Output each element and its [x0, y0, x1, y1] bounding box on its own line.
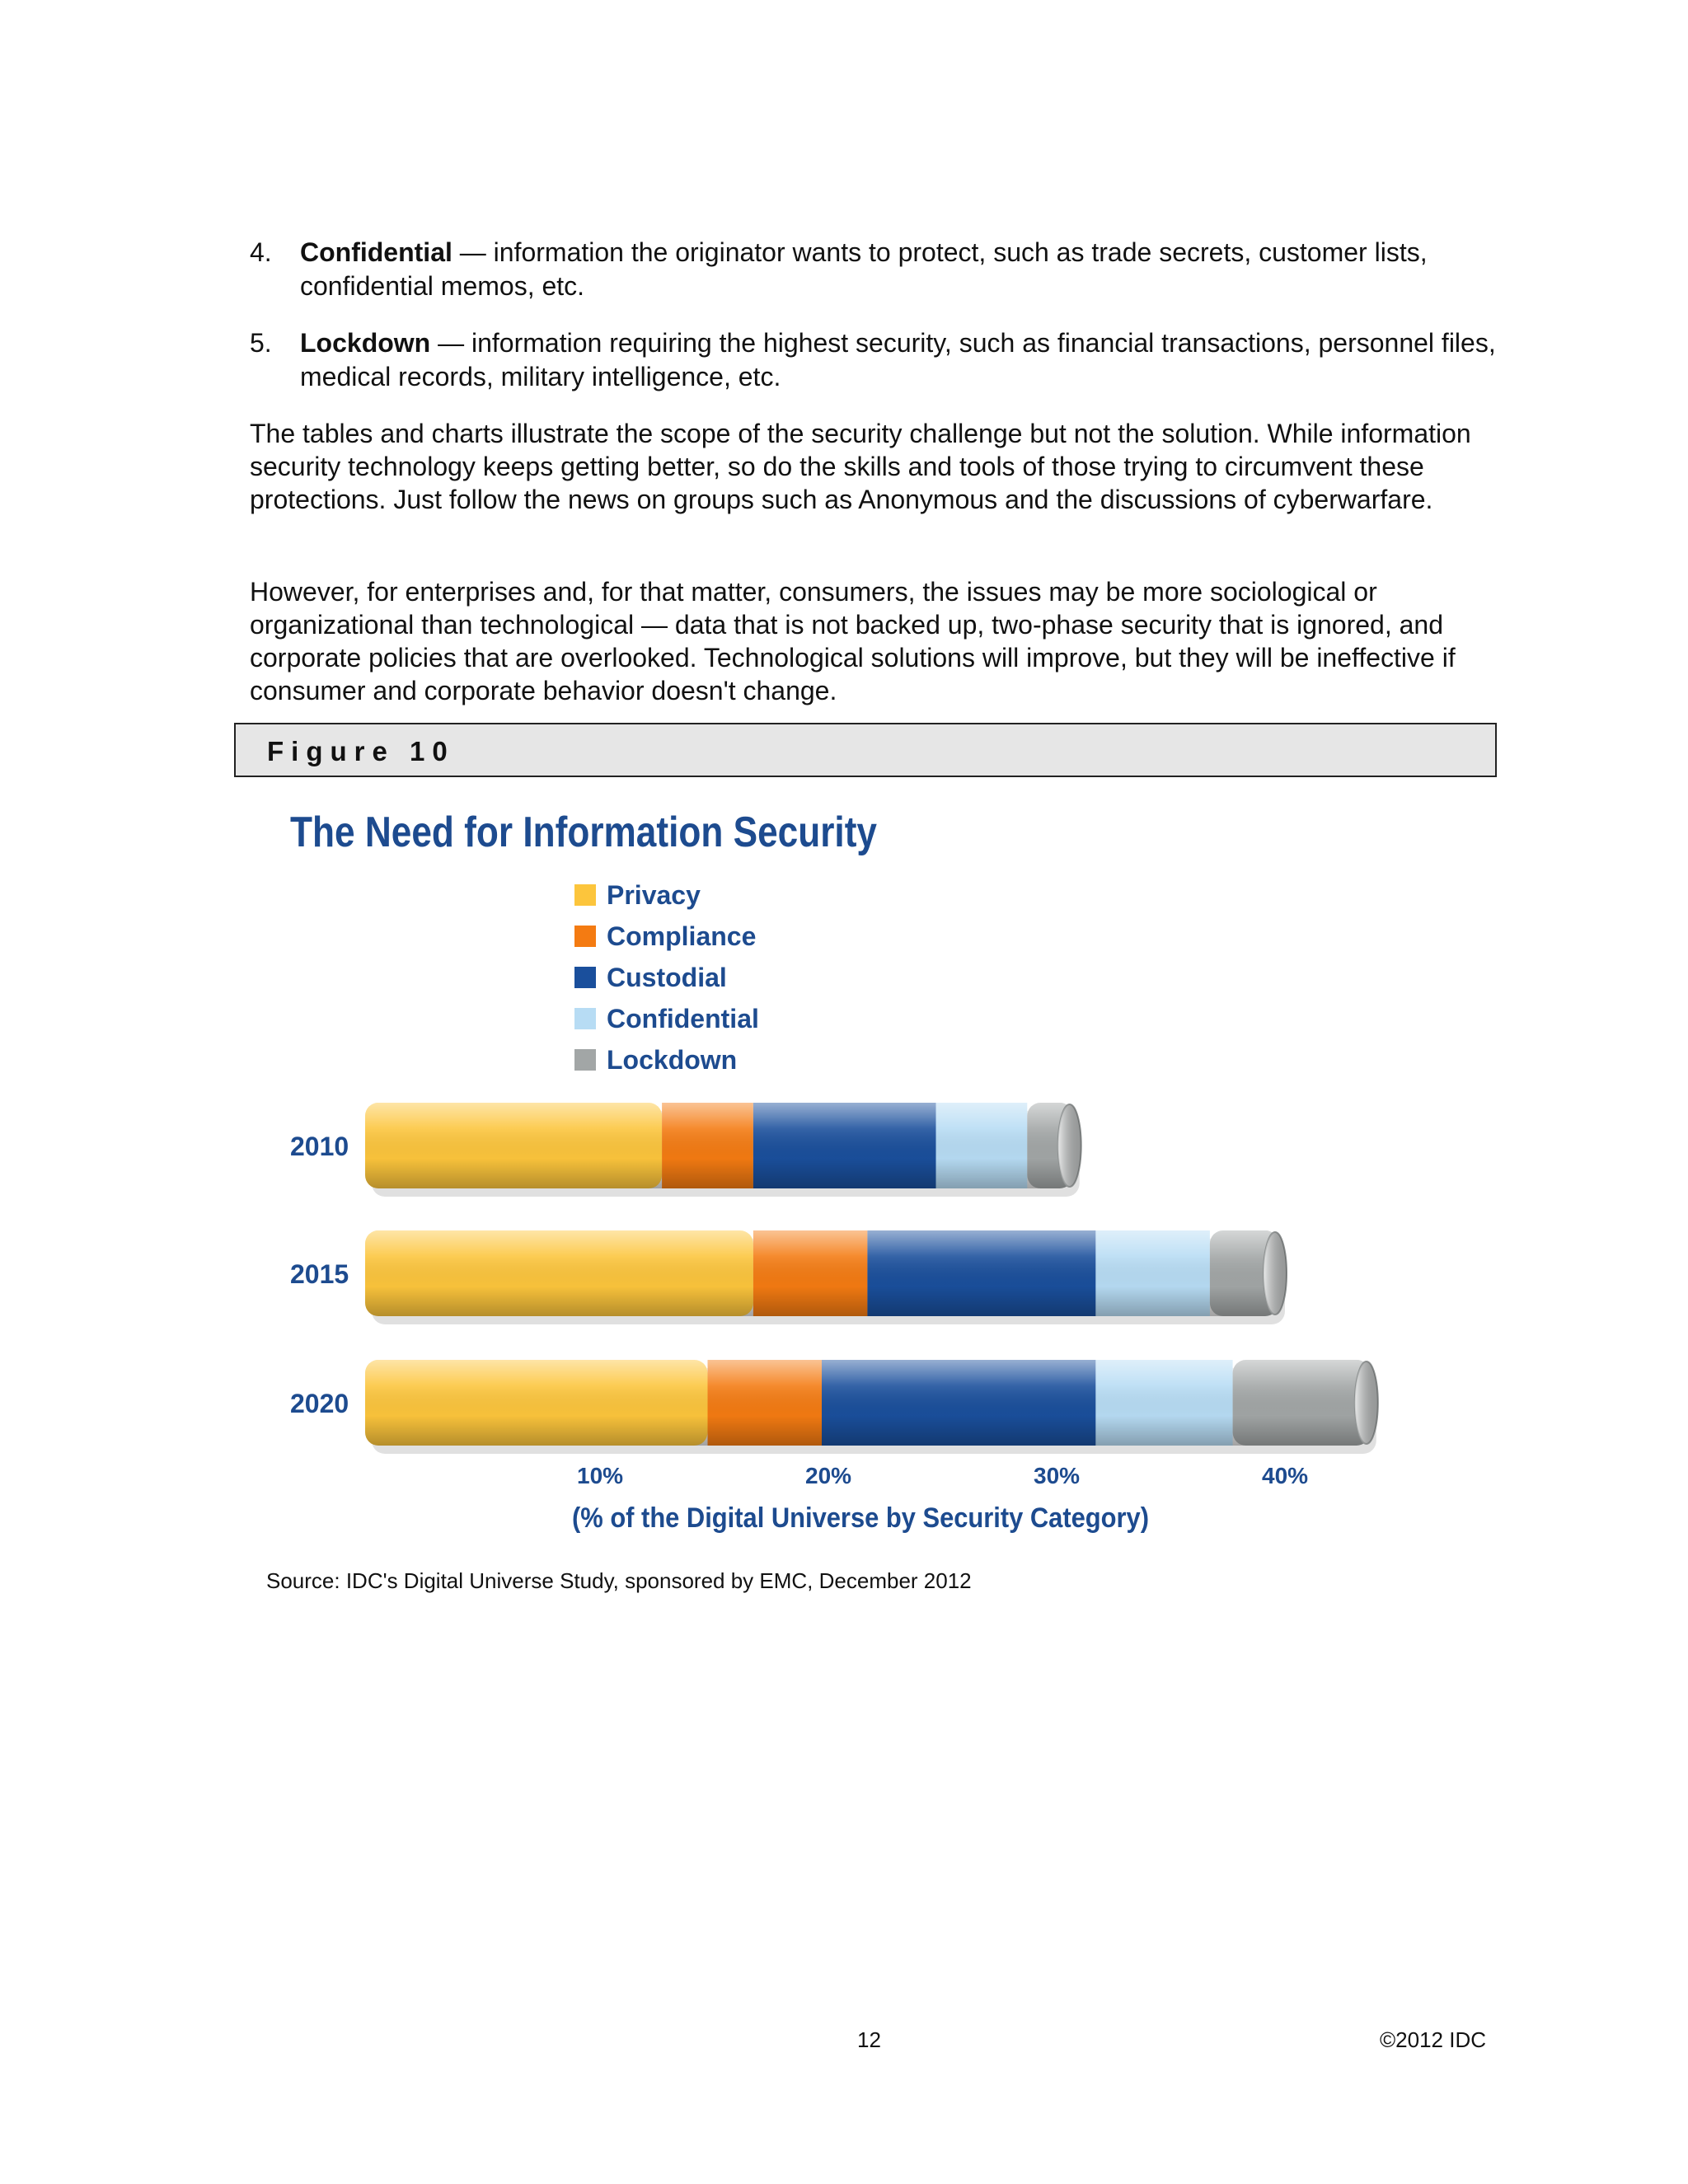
list-body	[300, 326, 1519, 394]
legend-swatch-lockdown	[574, 1049, 596, 1071]
x-tick-30: 30%	[1034, 1463, 1081, 1488]
category-label-2010: 2010	[290, 1132, 349, 1161]
legend-swatch-confidential	[574, 1008, 596, 1029]
body-paragraph: The tables and charts illustrate the scope of the security challenge but not the solution. While information security technology keeps getting better, so do the skills and tools of those trying to circumvent these protections. Just follow the news on groups such as Anonymous and the discussions of cyberwarfare.	[250, 419, 1471, 514]
legend-label-custodial: Custodial	[607, 963, 727, 992]
body-paragraph: However, for enterprises and, for that matter, consumers, the issues may be more sociological or organizational than technological — data that is not backed up, two-phase security that is ignored, and corporate policies that are overlooked. Technological solutions will improve, but they will be ineffective if consumer and corporate behavior doesn't change.	[250, 577, 1456, 705]
legend-label-lockdown: Lockdown	[607, 1045, 738, 1075]
chart-title: The Need for Information Security	[290, 808, 878, 856]
x-axis-ticks	[577, 1463, 1308, 1488]
page-number: 12	[857, 2027, 881, 2052]
bar-end-cap-shade-2010	[1058, 1104, 1081, 1187]
x-tick-40: 40%	[1262, 1463, 1309, 1488]
figure-source: Source: IDC's Digital Universe Study, sponsored by EMC, December 2012	[266, 1568, 972, 1593]
list-number: 4.	[250, 237, 272, 267]
bar-highlight-2020	[365, 1360, 1370, 1446]
list-item	[250, 326, 1519, 394]
legend-label-compliance: Compliance	[607, 921, 757, 951]
list-body	[300, 236, 1519, 303]
figure-label: Figure 10	[267, 736, 455, 766]
bar-end-cap-shade-2020	[1355, 1361, 1378, 1444]
figure-caption-box	[234, 723, 1497, 777]
x-tick-10: 10%	[577, 1463, 624, 1488]
list-term: Confidential	[300, 237, 452, 267]
list-term: Lockdown	[300, 328, 431, 358]
list-number: 5.	[250, 328, 272, 358]
bar-end-cap-shade-2015	[1264, 1232, 1287, 1315]
x-tick-20: 20%	[805, 1463, 852, 1488]
legend-label-confidential: Confidential	[607, 1004, 759, 1033]
list-text: — information the originator wants to protect, such as trade secrets, customer lists, confidential memos, etc.	[300, 237, 1428, 301]
legend-swatch-compliance	[574, 926, 596, 947]
legend-swatch-privacy	[574, 884, 596, 906]
category-label-2020: 2020	[290, 1389, 349, 1418]
chart-bars	[290, 1103, 1378, 1454]
category-label-2015: 2015	[290, 1259, 349, 1289]
legend-label-privacy: Privacy	[607, 880, 701, 910]
chart-legend	[574, 880, 759, 1075]
bar-highlight-2015	[365, 1230, 1278, 1316]
copyright: ©2012 IDC	[1380, 2027, 1486, 2052]
x-axis-label: (% of the Digital Universe by Security Category)	[572, 1502, 1149, 1534]
list-item	[250, 236, 1519, 303]
information-security-chart	[272, 804, 1409, 1554]
legend-swatch-custodial	[574, 967, 596, 988]
list-text: — information requiring the highest security, such as financial transactions, personnel files, medical records, military intelligence, etc.	[300, 328, 1496, 391]
bar-highlight-2010	[365, 1103, 1073, 1188]
